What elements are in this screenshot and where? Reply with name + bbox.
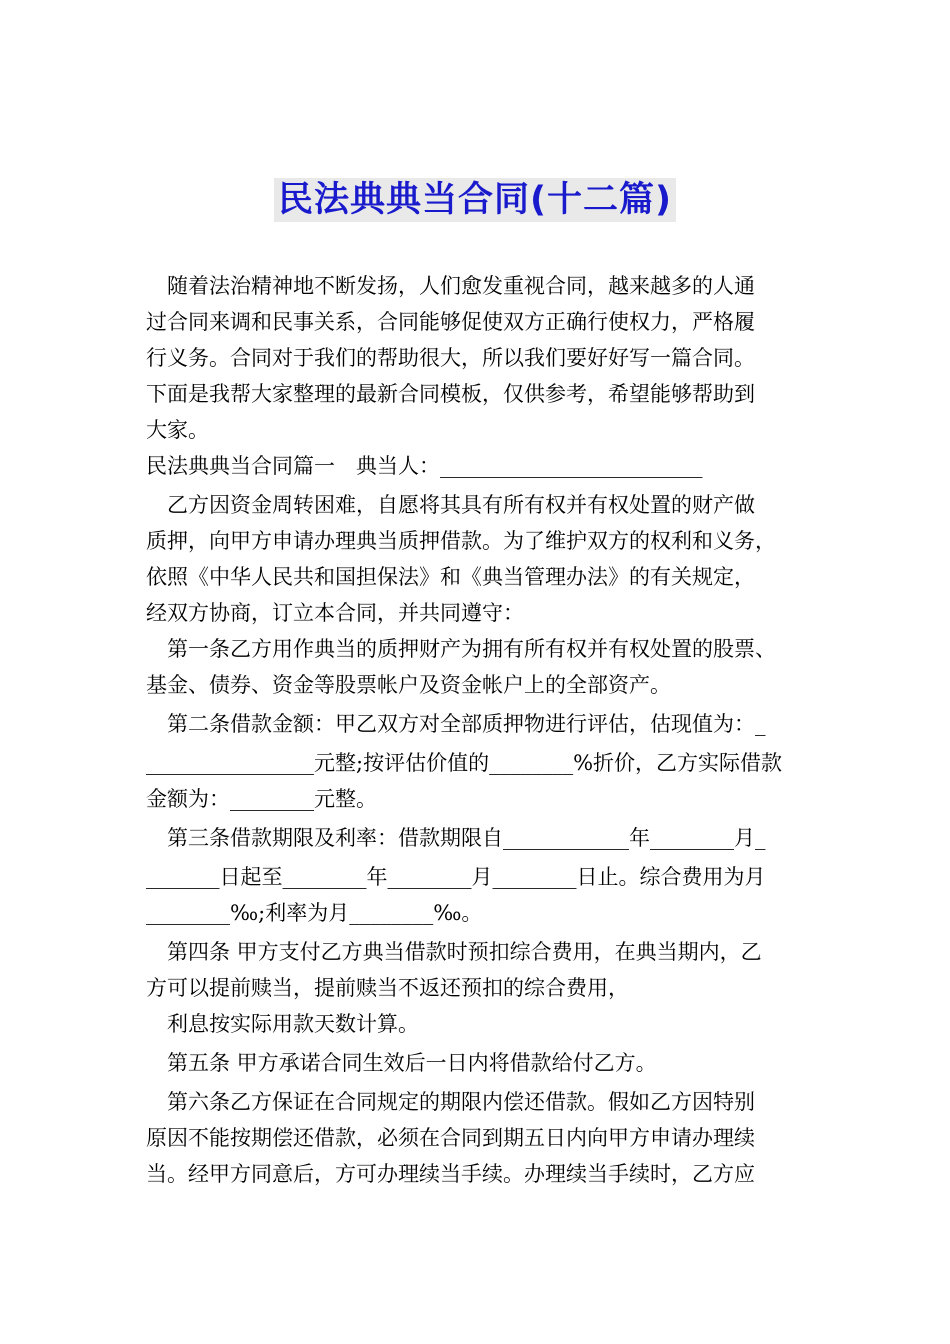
paragraph-line: 当。经甲方同意后，方可办理续当手续。办理续当手续时，乙方应 xyxy=(146,1162,755,1186)
paragraph-line: 随着法治精神地不断发扬，人们愈发重视合同，越来越多的人通 xyxy=(167,274,755,298)
paragraph-line: 乙方因资金周转困难，自愿将其具有所有权并有权处置的财产做 xyxy=(167,493,755,517)
paragraph-line: 过合同来调和民事关系，合同能够促使双方正确行使权力，严格履 xyxy=(146,310,755,334)
title-container xyxy=(0,178,950,222)
paragraph-line: 利息按实际用款天数计算。 xyxy=(167,1012,419,1036)
paragraph-line: 依照《中华人民共和国担保法》和《典当管理办法》的有关规定， xyxy=(146,565,755,589)
section-heading-line: 民法典典当合同篇一 典当人：_________________________ xyxy=(146,454,703,478)
paragraph-line: ________‰;利率为月________‰。 xyxy=(146,901,483,925)
paragraph-line: 行义务。合同对于我们的帮助很大，所以我们要好好写一篇合同。 xyxy=(146,346,755,370)
paragraph-line: 原因不能按期偿还借款，必须在合同到期五日内向甲方申请办理续 xyxy=(146,1126,755,1150)
paragraph-line: 基金、债券、资金等股票帐户及资金帐户上的全部资产。 xyxy=(146,673,671,697)
paragraph-line: 方可以提前赎当，提前赎当不返还预扣的综合费用， xyxy=(146,976,629,1000)
article-line: 第五条 甲方承诺合同生效后一日内将借款给付乙方。 xyxy=(167,1051,657,1075)
paragraph-line: 经双方协商，订立本合同，并共同遵守： xyxy=(146,601,524,625)
document-body xyxy=(146,268,814,1192)
paragraph-line: 大家。 xyxy=(146,418,209,442)
paragraph-line: 下面是我帮大家整理的最新合同模板，仅供参考，希望能够帮助到 xyxy=(146,382,755,406)
paragraph-line: ________________元整;按评估价值的________%折价，乙方实际借款 xyxy=(146,751,783,775)
document-title: 民法典典当合同(十二篇) xyxy=(274,178,676,222)
article-line: 第六条乙方保证在合同规定的期限内偿还借款。假如乙方因特别 xyxy=(167,1090,755,1114)
paragraph-line: 质押，向甲方申请办理典当质押借款。为了维护双方的权利和义务， xyxy=(146,529,776,553)
article-line: 第二条借款金额：甲乙双方对全部质押物进行评估，估现值为：_ xyxy=(167,712,766,736)
article-line: 第三条借款期限及利率：借款期限自____________年________月_ xyxy=(167,826,766,850)
article-line: 第一条乙方用作典当的质押财产为拥有所有权并有权处置的股票、 xyxy=(167,637,776,661)
paragraph-line: 金额为：________元整。 xyxy=(146,787,377,811)
paragraph-line: _______日起至________年________月________日止。综合费用为月 xyxy=(146,865,766,889)
article-line: 第四条 甲方支付乙方典当借款时预扣综合费用，在典当期内，乙 xyxy=(167,940,762,964)
